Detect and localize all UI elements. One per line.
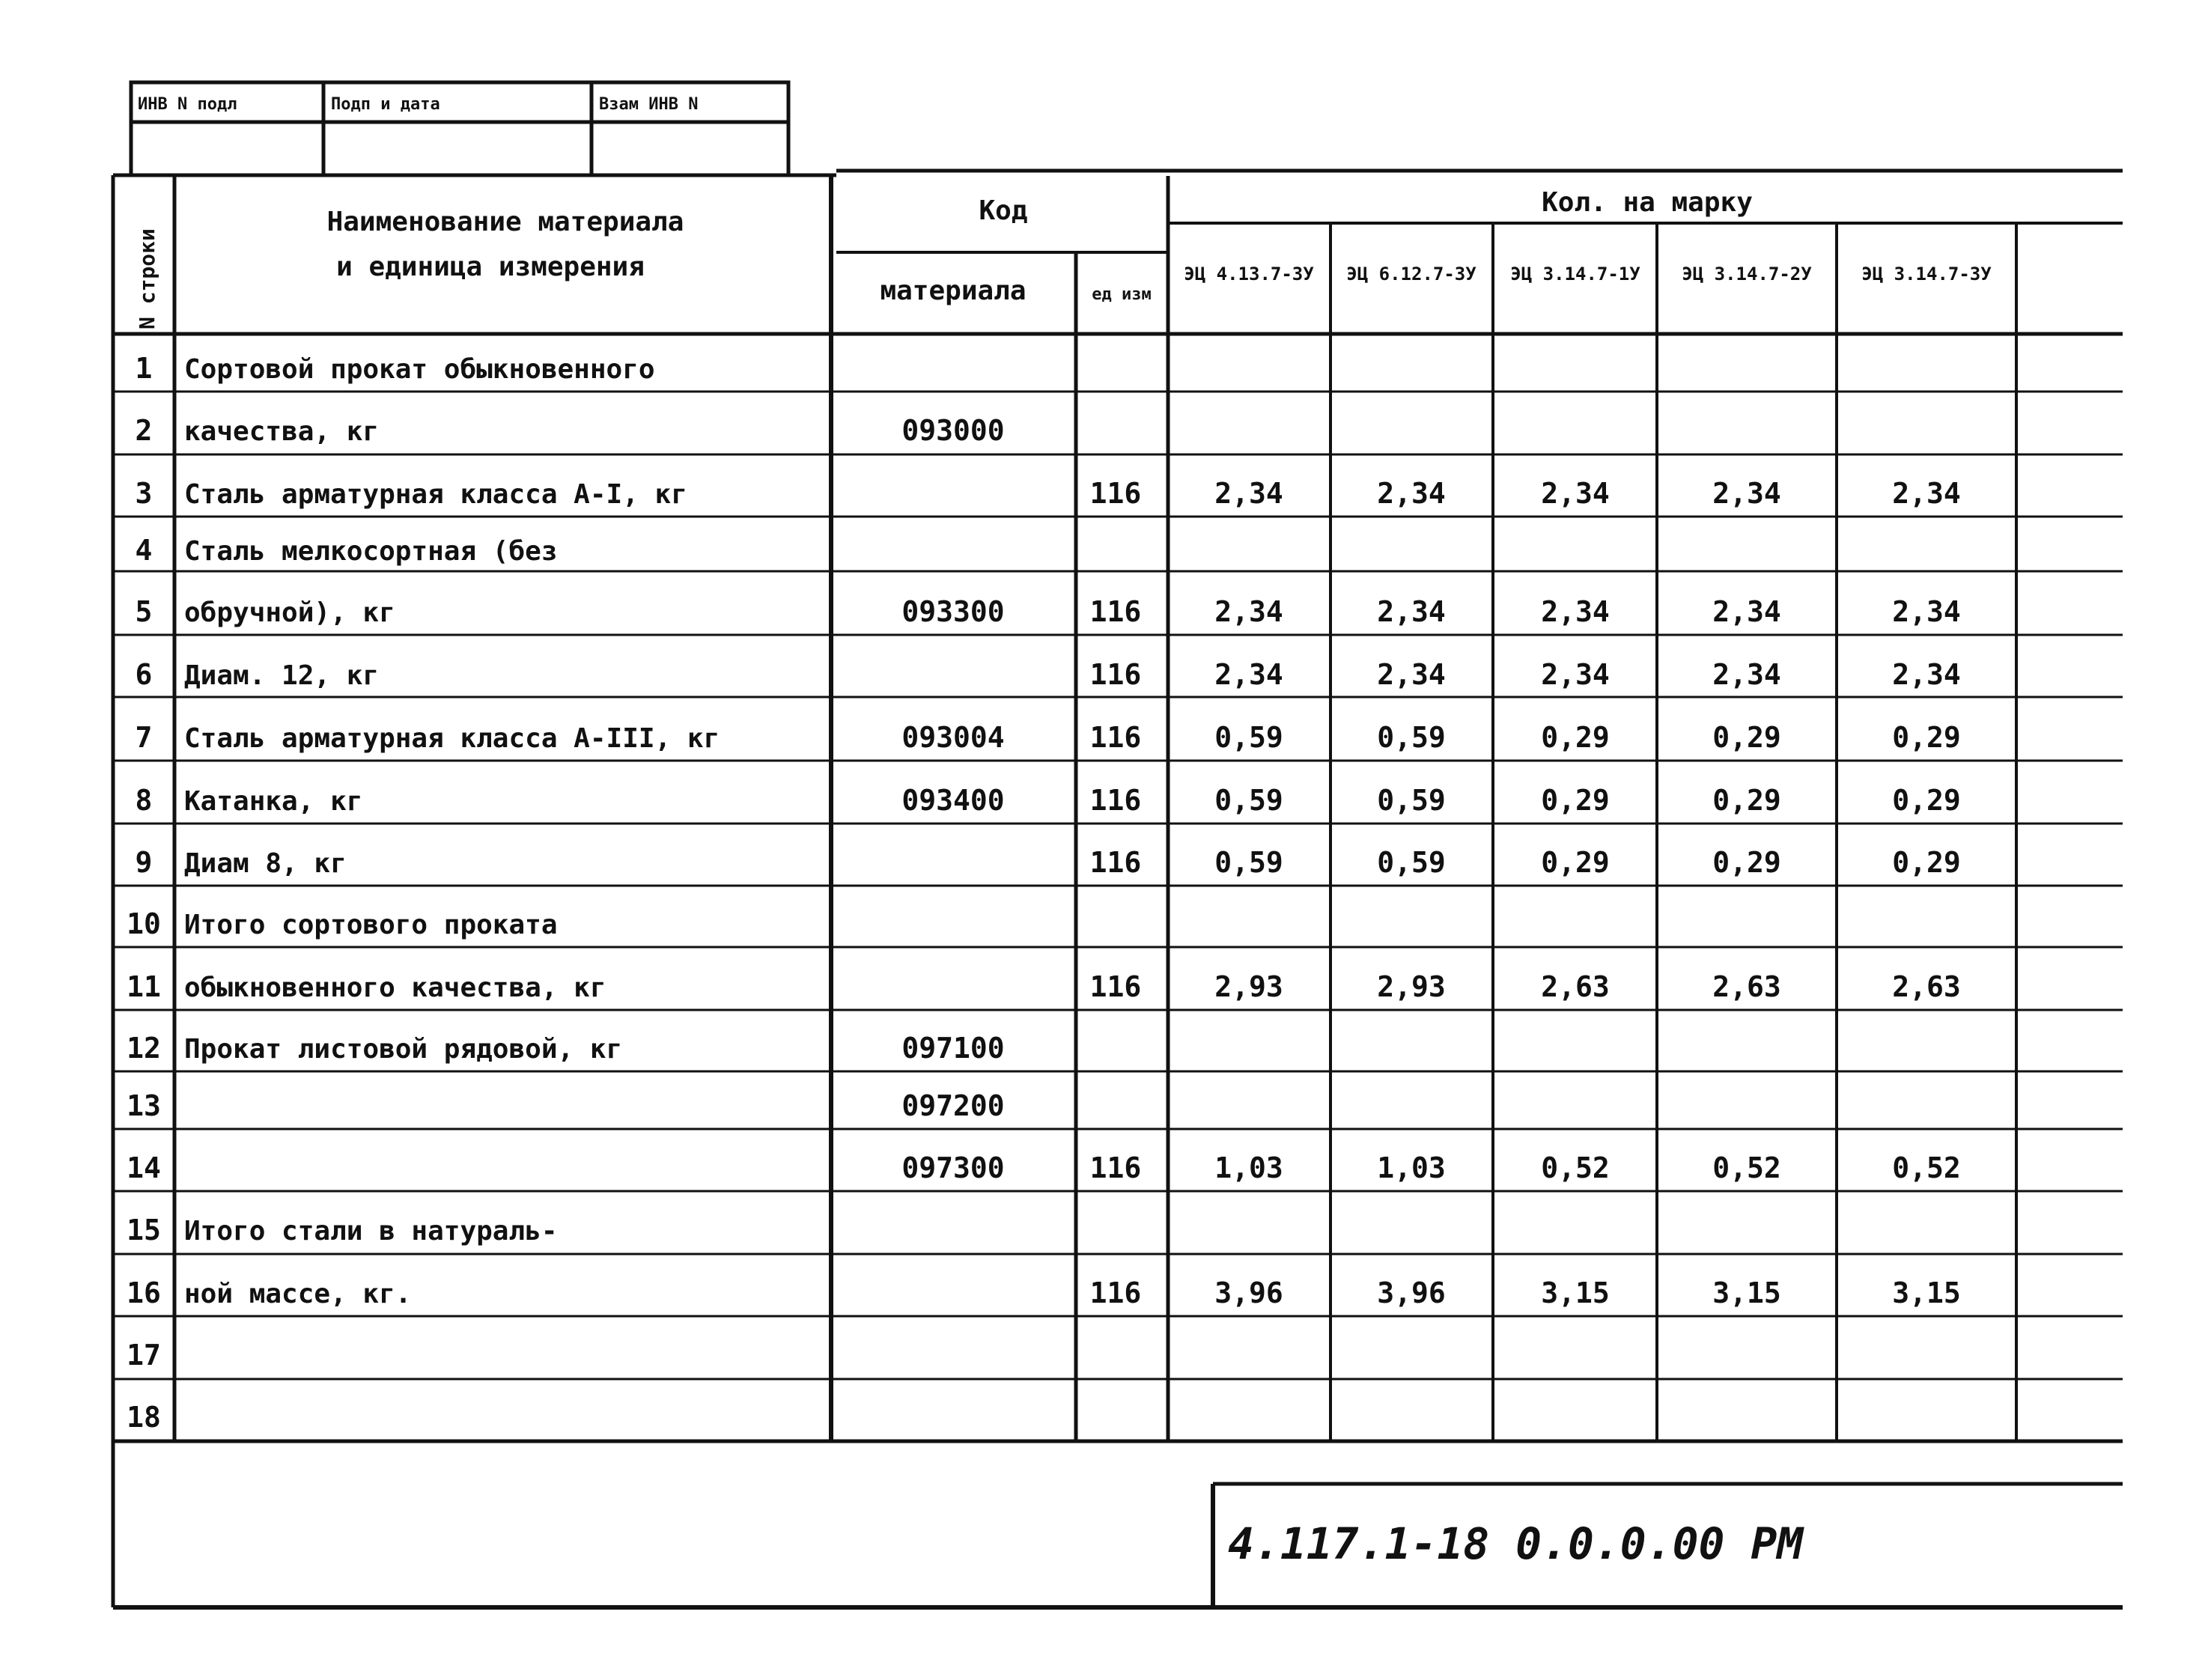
row-number: 15 (127, 1214, 161, 1247)
row-value-mark-2: 2,34 (1377, 595, 1446, 628)
row-value-mark-5: 2,34 (1892, 477, 1961, 510)
row-name: Итого сортового проката (184, 910, 558, 940)
row-value-mark-4: 0,52 (1712, 1151, 1781, 1184)
row-name: Сталь арматурная класса А-I, кг (184, 479, 687, 510)
row-value-mark-3: 0,29 (1541, 846, 1610, 879)
header-code-unit: ед изм (1092, 285, 1152, 304)
row-value-mark-4: 2,34 (1712, 477, 1781, 510)
table-grid (113, 171, 2123, 1607)
row-unit: 116 (1089, 721, 1142, 754)
row-value-mark-4: 0,29 (1712, 784, 1781, 817)
row-name: Диам 8, кг (184, 848, 347, 879)
table-body (127, 352, 1961, 1434)
row-number: 14 (127, 1151, 161, 1184)
row-unit: 116 (1089, 477, 1142, 510)
header-marks-group: Кол. на марку (1542, 187, 1753, 218)
row-value-mark-3: 0,29 (1541, 721, 1610, 754)
row-value-mark-5: 0,52 (1892, 1151, 1961, 1184)
row-value-mark-2: 0,59 (1377, 846, 1446, 879)
row-number: 6 (135, 658, 153, 691)
row-value-mark-1: 2,34 (1214, 658, 1283, 691)
header-mark-3: ЭЦ 3.14.7-1У (1510, 264, 1640, 284)
row-value-mark-1: 2,34 (1214, 477, 1283, 510)
header-mark-2: ЭЦ 6.12.7-3У (1346, 264, 1476, 284)
row-name: Сортовой прокат обыкновенного (184, 354, 655, 385)
row-value-mark-4: 2,63 (1712, 970, 1781, 1003)
row-unit: 116 (1089, 846, 1142, 879)
row-unit: 116 (1089, 595, 1142, 628)
row-value-mark-4: 0,29 (1712, 721, 1781, 754)
row-value-mark-1: 0,59 (1214, 846, 1283, 879)
row-code: 093300 (901, 595, 1005, 628)
row-value-mark-3: 2,34 (1541, 595, 1610, 628)
row-number: 10 (127, 907, 161, 940)
row-value-mark-3: 2,34 (1541, 658, 1610, 691)
row-value-mark-5: 0,29 (1892, 784, 1961, 817)
header-name-line2: и единица измерения (336, 252, 645, 282)
row-number: 7 (135, 721, 153, 754)
header-mark-1: ЭЦ 4.13.7-3У (1184, 264, 1314, 284)
row-number: 11 (127, 970, 161, 1003)
row-value-mark-5: 0,29 (1892, 721, 1961, 754)
row-value-mark-2: 2,34 (1377, 477, 1446, 510)
header-code-group: Код (979, 195, 1028, 226)
row-number: 5 (135, 595, 153, 628)
row-value-mark-2: 2,93 (1377, 970, 1446, 1003)
row-value-mark-3: 0,52 (1541, 1151, 1610, 1184)
row-number: 8 (135, 784, 153, 817)
row-value-mark-2: 3,96 (1377, 1276, 1446, 1309)
row-value-mark-3: 0,29 (1541, 784, 1610, 817)
row-value-mark-1: 0,59 (1214, 784, 1283, 817)
row-name: обыкновенного качества, кг (184, 973, 606, 1003)
row-value-mark-3: 3,15 (1541, 1276, 1610, 1309)
row-value-mark-4: 2,34 (1712, 658, 1781, 691)
row-number: 9 (135, 846, 153, 879)
row-code: 093004 (901, 721, 1005, 754)
row-number: 2 (135, 414, 153, 447)
header-mark-4: ЭЦ 3.14.7-2У (1682, 264, 1812, 284)
header-name-line1: Наименование материала (326, 207, 684, 237)
row-value-mark-4: 3,15 (1712, 1276, 1781, 1309)
row-code: 097300 (901, 1151, 1005, 1184)
row-value-mark-2: 0,59 (1377, 784, 1446, 817)
stamp-label-inv: ИНВ N подл (138, 95, 237, 114)
row-name: обручной), кг (184, 597, 395, 628)
row-name: ной массе, кг. (184, 1279, 412, 1309)
row-unit: 116 (1089, 784, 1142, 817)
row-number: 18 (127, 1401, 161, 1434)
document-number: 4.117.1-18 0.0.0.00 РМ (1228, 1518, 1804, 1569)
stamp-label-replace: Взам ИНВ N (599, 95, 699, 114)
stamp-label-sign: Подп и дата (331, 95, 440, 114)
row-value-mark-2: 2,34 (1377, 658, 1446, 691)
row-code: 093000 (901, 414, 1005, 447)
row-number: 4 (135, 534, 153, 567)
header-mark-5: ЭЦ 3.14.7-3У (1861, 264, 1992, 284)
row-value-mark-5: 0,29 (1892, 846, 1961, 879)
row-value-mark-5: 3,15 (1892, 1276, 1961, 1309)
row-number: 13 (127, 1089, 161, 1122)
row-value-mark-5: 2,34 (1892, 595, 1961, 628)
row-value-mark-1: 2,34 (1214, 595, 1283, 628)
row-number: 1 (135, 352, 153, 385)
row-name: Катанка, кг (184, 786, 363, 817)
row-unit: 116 (1089, 1276, 1142, 1309)
row-value-mark-1: 0,59 (1214, 721, 1283, 754)
row-unit: 116 (1089, 1151, 1142, 1184)
row-name: Сталь мелкосортная (без (184, 536, 558, 567)
row-value-mark-2: 0,59 (1377, 721, 1446, 754)
row-name: Итого стали в натураль- (184, 1216, 558, 1247)
row-unit: 116 (1089, 970, 1142, 1003)
row-number: 3 (135, 477, 153, 510)
row-code: 097100 (901, 1032, 1005, 1065)
row-name: Прокат листовой рядовой, кг (184, 1034, 623, 1065)
row-number: 16 (127, 1276, 161, 1309)
row-number: 17 (127, 1339, 161, 1372)
row-number: 12 (127, 1032, 161, 1065)
row-code: 097200 (901, 1089, 1005, 1122)
row-value-mark-1: 3,96 (1214, 1276, 1283, 1309)
row-name: качества, кг (184, 416, 380, 447)
row-value-mark-3: 2,63 (1541, 970, 1610, 1003)
row-name: Диам. 12, кг (184, 660, 380, 691)
row-value-mark-5: 2,34 (1892, 658, 1961, 691)
row-value-mark-2: 1,03 (1377, 1151, 1446, 1184)
row-code: 093400 (901, 784, 1005, 817)
header-row-number: N строки (135, 228, 159, 329)
row-value-mark-5: 2,63 (1892, 970, 1961, 1003)
header-code-material: материала (880, 276, 1027, 306)
row-value-mark-1: 1,03 (1214, 1151, 1283, 1184)
row-value-mark-4: 2,34 (1712, 595, 1781, 628)
row-unit: 116 (1089, 658, 1142, 691)
row-value-mark-3: 2,34 (1541, 477, 1610, 510)
row-value-mark-1: 2,93 (1214, 970, 1283, 1003)
row-value-mark-4: 0,29 (1712, 846, 1781, 879)
row-name: Сталь арматурная класса А-III, кг (184, 723, 720, 754)
